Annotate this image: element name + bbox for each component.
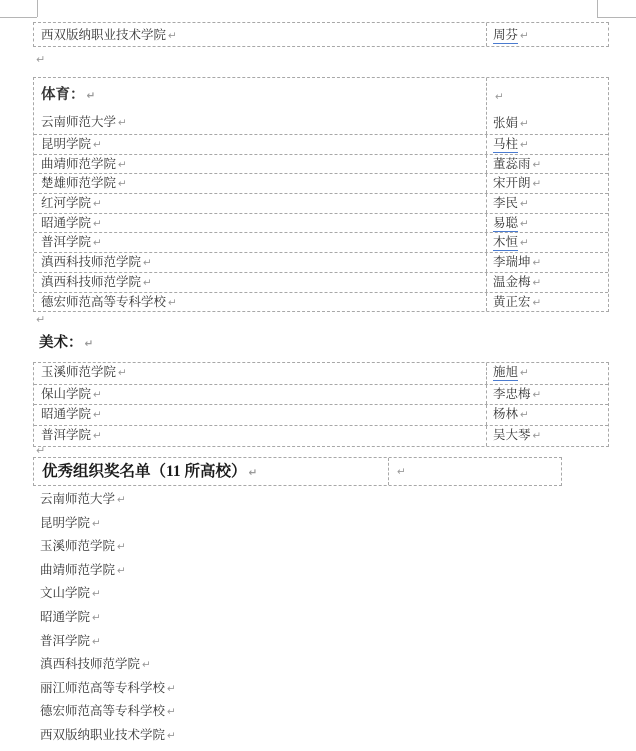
cell-mark: ↵ [92, 588, 101, 601]
award-heading-table [33, 457, 562, 486]
award-school-item [40, 558, 440, 582]
winner-cell [486, 363, 608, 384]
table-art [33, 362, 609, 447]
award-title-cell [34, 458, 388, 485]
table-row [34, 193, 608, 213]
cell-mark: ↵ [93, 430, 102, 443]
winner-cell [486, 174, 608, 193]
cell-mark: ↵ [532, 296, 542, 309]
school-cell [34, 273, 486, 292]
school-name: 曲靖师范学院 [40, 562, 116, 577]
winner-name: 李民 [493, 196, 519, 211]
cell-mark: ↵ [167, 682, 176, 695]
winner-name: 温金梅 [493, 274, 531, 289]
school-name: 昆明学院 [40, 515, 91, 530]
table-row [34, 173, 608, 193]
winner-name-line [493, 116, 608, 134]
table-row [34, 384, 608, 405]
award-school-item [40, 723, 440, 747]
art-section-title [39, 331, 93, 352]
school-name: 昭通学院 [40, 609, 91, 624]
award-school-item [40, 676, 440, 700]
winner-cell [486, 293, 608, 312]
cell-mark: ↵ [532, 158, 542, 171]
school-name: 玉溪师范学院 [41, 365, 117, 379]
cell-mark: ↵ [495, 91, 504, 103]
school-cell [34, 135, 486, 154]
cell-mark: ↵ [520, 30, 529, 42]
school-name: 滇西科技师范学院 [41, 274, 142, 289]
paragraph-mark: ↵ [36, 444, 46, 457]
cell-mark: ↵ [520, 409, 529, 422]
cell-mark: ↵ [86, 90, 96, 102]
cell-mark: ↵ [520, 217, 529, 230]
school-name: 云南师范大学 [41, 115, 117, 129]
table-row-sports-header [34, 78, 608, 134]
cell-mark: ↵ [93, 139, 102, 151]
school-name: 滇西科技师范学院 [40, 657, 141, 672]
table-row [34, 272, 608, 292]
school-cell [34, 363, 486, 384]
school-name: 普洱学院 [41, 428, 92, 443]
award-title-text: 优秀组织奖名单（11 所高校） [42, 463, 247, 480]
school-name: 普洱学院 [40, 633, 91, 648]
award-school-item [40, 605, 440, 629]
winner-cell [486, 426, 608, 446]
winner-name: 易聪 [493, 215, 519, 230]
cell-mark: ↵ [118, 367, 127, 379]
cell-mark: ↵ [397, 466, 406, 478]
cell-mark: ↵ [532, 257, 542, 270]
table-top [33, 22, 609, 47]
winner-name: 施旭 [493, 365, 519, 379]
crop-mark-top-left-vertical [37, 0, 38, 17]
school-cell [34, 214, 486, 233]
winner-name: 马柱 [493, 137, 519, 151]
school-cell [34, 253, 486, 272]
winner-name: 宋开朗 [493, 176, 531, 191]
winner-cell [486, 233, 608, 252]
school-name: 楚雄师范学院 [41, 176, 117, 191]
school-name: 西双版纳职业技术学院 [40, 727, 166, 742]
school-name-line [41, 115, 486, 134]
winner-cell [486, 385, 608, 405]
table-row [34, 363, 608, 384]
school-cell [34, 174, 486, 193]
winner-name: 李瑞坤 [493, 255, 531, 270]
cell-mark: ↵ [92, 611, 101, 624]
award-school-item [40, 629, 440, 653]
table-row [34, 134, 608, 154]
award-school-item [40, 581, 440, 605]
school-cell [34, 385, 486, 405]
sports-section-title [41, 80, 486, 115]
winner-name: 木恒 [493, 235, 519, 250]
cell-mark: ↵ [248, 467, 258, 479]
paragraph-mark: ↵ [36, 53, 46, 66]
school-cell [34, 194, 486, 213]
cell-mark: ↵ [532, 178, 542, 191]
school-cell [34, 23, 486, 46]
crop-mark-top-right-vertical [597, 0, 598, 17]
winner-cell [486, 23, 608, 46]
school-cell [34, 426, 486, 446]
winner-cell [486, 135, 608, 154]
table-row [34, 232, 608, 252]
winner-name: 杨林 [493, 407, 519, 422]
school-name: 云南师范大学 [40, 492, 116, 506]
award-school-item [40, 534, 440, 558]
table-row [34, 404, 608, 425]
cell-mark: ↵ [520, 118, 529, 130]
cell-mark: ↵ [118, 117, 127, 129]
winner-name: 吴大琴 [493, 428, 531, 443]
cell-mark: ↵ [520, 198, 529, 211]
cell-mark: ↵ [532, 276, 542, 289]
winner-name: 李忠梅 [493, 386, 531, 401]
cell-mark: ↵ [93, 388, 102, 401]
table-sports [33, 77, 609, 312]
cell-mark: ↵ [92, 635, 101, 648]
school-name: 玉溪师范学院 [40, 539, 116, 554]
winner-cell [486, 405, 608, 425]
award-school-item [40, 699, 440, 723]
school-name: 昆明学院 [41, 137, 92, 151]
table-row [34, 23, 608, 46]
school-name: 普洱学院 [41, 235, 92, 250]
cell-mark: ↵ [117, 564, 126, 577]
award-school-list [40, 487, 440, 747]
crop-mark-top-right-horizontal [597, 17, 636, 18]
winner-cell [486, 155, 608, 174]
award-school-item [40, 511, 440, 535]
winner-name: 董蕊雨 [493, 156, 531, 171]
cell-mark: ↵ [92, 517, 101, 530]
school-cell [34, 405, 486, 425]
award-school-item [40, 652, 440, 676]
award-school-item [40, 487, 440, 511]
sports-header-name-cell [486, 78, 608, 134]
cell-mark: ↵ [117, 541, 126, 554]
cell-mark: ↵ [143, 276, 152, 289]
winner-name: 周芬 [493, 28, 519, 42]
school-cell [34, 293, 486, 312]
school-name: 滇西科技师范学院 [41, 255, 142, 270]
table-row [34, 154, 608, 174]
school-name: 德宏师范高等专科学校 [41, 294, 167, 309]
school-name: 西双版纳职业技术学院 [41, 28, 167, 42]
winner-name: 张娟 [493, 116, 519, 130]
crop-mark-top-left-horizontal [0, 17, 37, 18]
winner-cell [486, 214, 608, 233]
cell-mark: ↵ [520, 367, 529, 379]
cell-mark: ↵ [93, 409, 102, 422]
school-name: 曲靖师范学院 [41, 156, 117, 171]
table-row [34, 292, 608, 312]
school-name: 文山学院 [40, 586, 91, 601]
cell-mark: ↵ [168, 296, 177, 309]
sports-header-cell [34, 78, 486, 134]
table-row [34, 252, 608, 272]
school-name: 保山学院 [41, 386, 92, 401]
cell-mark: ↵ [532, 388, 542, 401]
section-title-text: 体育： [41, 87, 85, 103]
school-name: 昭通学院 [41, 407, 92, 422]
cell-mark: ↵ [93, 237, 102, 250]
cell-mark: ↵ [117, 494, 126, 506]
school-cell [34, 233, 486, 252]
cell-mark: ↵ [118, 158, 127, 171]
cell-mark: ↵ [93, 198, 102, 211]
winner-cell [486, 273, 608, 292]
school-cell [34, 155, 486, 174]
cell-mark: ↵ [167, 729, 176, 742]
school-name: 丽江师范高等专科学校 [40, 680, 166, 695]
school-name: 德宏师范高等专科学校 [40, 704, 166, 719]
award-heading-row [34, 458, 561, 485]
section-title-text: 美术： [39, 335, 83, 351]
award-heading-empty-cell [388, 458, 561, 485]
empty-paragraph [493, 80, 608, 116]
cell-mark: ↵ [143, 257, 152, 270]
cell-mark: ↵ [93, 217, 102, 230]
winner-cell [486, 253, 608, 272]
cell-mark: ↵ [168, 30, 177, 42]
winner-cell [486, 194, 608, 213]
cell-mark: ↵ [142, 659, 151, 672]
cell-mark: ↵ [167, 706, 176, 719]
winner-name: 黄正宏 [493, 294, 531, 309]
table-row [34, 213, 608, 233]
school-name: 昭通学院 [41, 215, 92, 230]
cell-mark: ↵ [520, 237, 529, 250]
cell-mark: ↵ [118, 178, 127, 191]
cell-mark: ↵ [532, 430, 542, 443]
paragraph-mark: ↵ [36, 313, 46, 326]
school-name: 红河学院 [41, 196, 92, 211]
cell-mark: ↵ [520, 139, 529, 151]
cell-mark: ↵ [84, 338, 94, 350]
table-row [34, 425, 608, 446]
